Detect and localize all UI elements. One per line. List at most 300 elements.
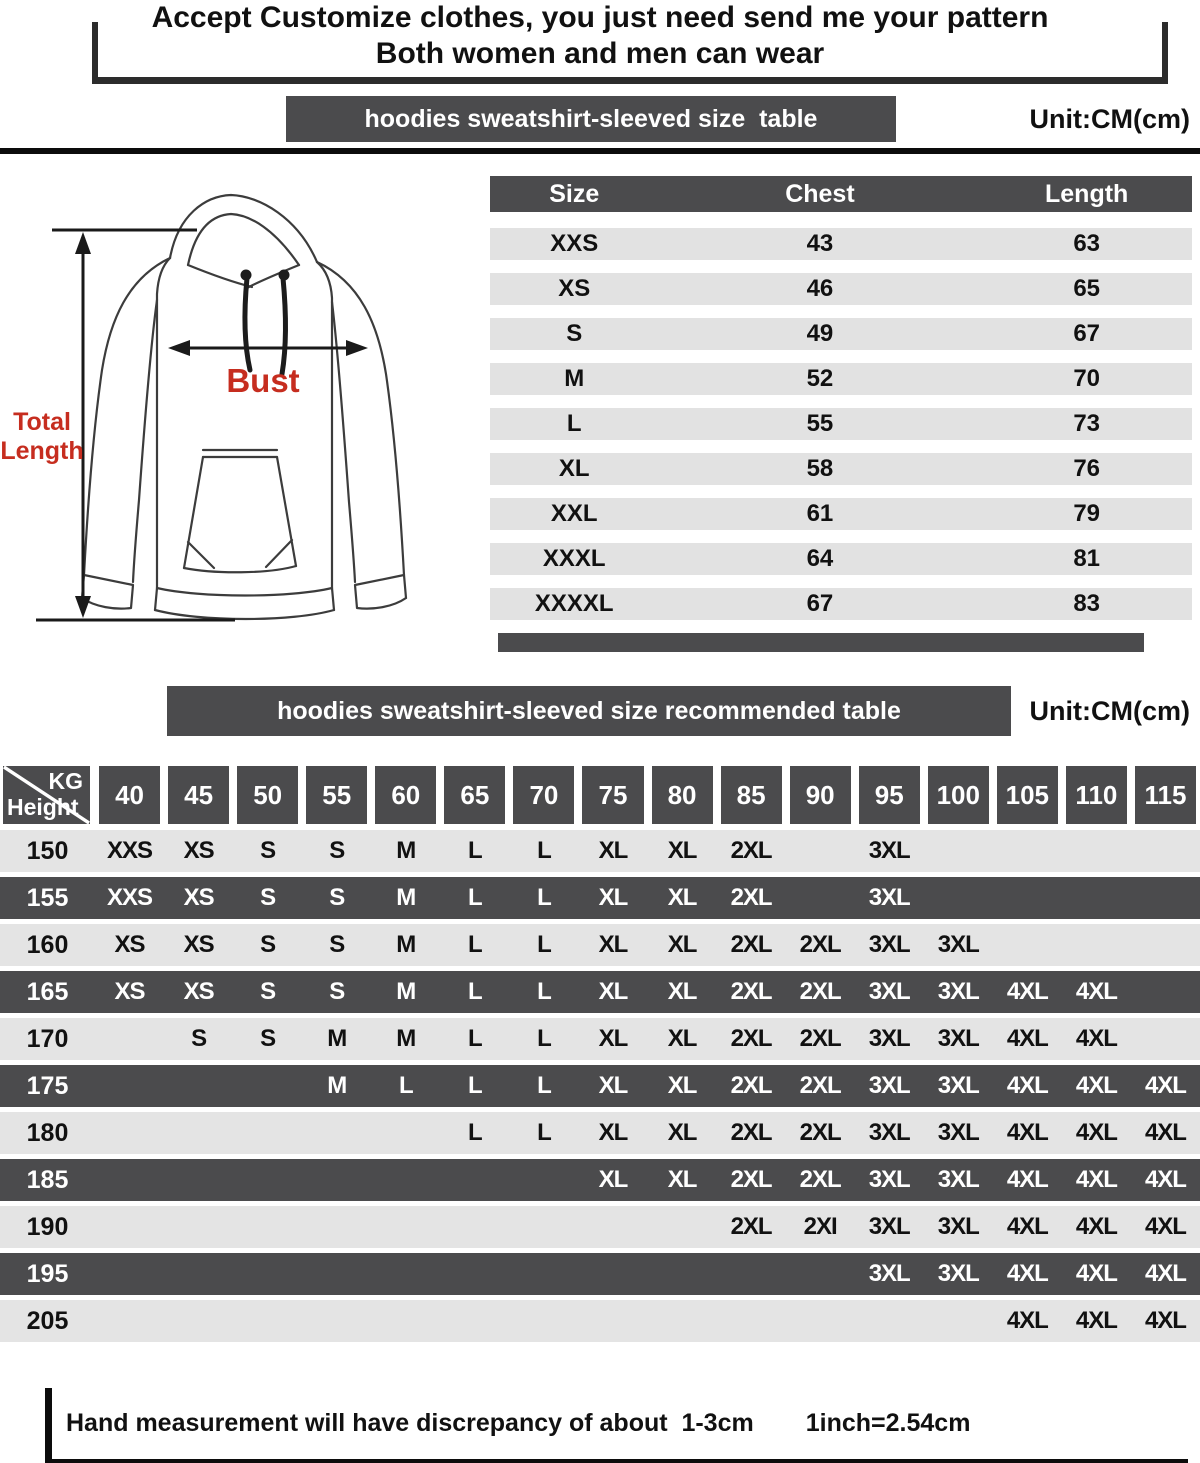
reco-size-cell: 4XL: [1006, 1025, 1048, 1052]
reco-size-cell: 3XL: [868, 1119, 910, 1146]
reco-size-cell: L: [537, 1025, 551, 1052]
reco-size-cell: [924, 1300, 993, 1342]
reco-size-cell: 4XL: [1075, 978, 1117, 1005]
reco-size-cell: [164, 1112, 233, 1154]
reco-size-cell: [786, 877, 855, 919]
height-cell: 185: [26, 1166, 69, 1194]
reco-size-cell: [578, 1300, 647, 1342]
top-header: [0, 0, 1200, 96]
height-cell: 175: [26, 1072, 69, 1100]
size-table-cell: 49: [806, 320, 834, 347]
reco-size-cell: 3XL: [868, 884, 910, 911]
reco-size-cell: XS: [114, 978, 145, 1005]
reco-size-cell: L: [468, 1119, 482, 1146]
reco-table-row: [0, 924, 1200, 966]
reco-size-cell: 2XL: [799, 1119, 841, 1146]
reco-table-row: [0, 971, 1200, 1013]
size-table-cell: 83: [1073, 590, 1101, 617]
reco-size-cell: L: [468, 837, 482, 864]
reco-size-cell: L: [537, 931, 551, 958]
reco-size-cell: [302, 1206, 371, 1248]
weight-header-cell: 55: [306, 766, 367, 824]
size-column-header: Length: [1045, 180, 1129, 208]
reco-size-cell: 3XL: [937, 931, 979, 958]
weight-header-cell: 50: [237, 766, 298, 824]
reco-size-cell: 2XL: [730, 1072, 772, 1099]
size-table: [490, 176, 1192, 662]
size-table-unit-label: Unit:CM(cm): [1029, 103, 1190, 134]
reco-size-cell: [440, 1253, 509, 1295]
height-cell: 195: [26, 1260, 69, 1288]
size-table-row: [490, 543, 1192, 575]
reco-size-cell: 3XL: [868, 978, 910, 1005]
reco-size-cell: [233, 1112, 302, 1154]
reco-size-cell: [717, 1253, 786, 1295]
height-cell: 165: [26, 978, 69, 1006]
size-table-cell: XXL: [550, 500, 598, 527]
reco-size-cell: M: [396, 837, 416, 864]
arrowhead-left: [168, 340, 190, 356]
reco-size-cell: 4XL: [1006, 1213, 1048, 1240]
reco-size-cell: S: [329, 884, 345, 911]
size-table-cell: XXXL: [542, 545, 606, 572]
size-table-cell: 65: [1073, 275, 1101, 302]
reco-table-row: [0, 1112, 1200, 1154]
reco-size-cell: L: [468, 978, 482, 1005]
size-table-banner-row: [0, 96, 1200, 142]
reco-size-cell: [786, 830, 855, 872]
size-table-row: [490, 363, 1192, 395]
hoodie-line-drawing: [0, 170, 490, 662]
reco-size-cell: L: [537, 978, 551, 1005]
reco-size-cell: [164, 1253, 233, 1295]
reco-size-cell: [302, 1112, 371, 1154]
reco-size-cell: [786, 1253, 855, 1295]
size-table-row: [490, 588, 1192, 620]
size-table-cell: L: [566, 410, 582, 437]
reco-size-cell: [302, 1159, 371, 1201]
reco-header: [0, 766, 1200, 824]
reco-size-cell: [1062, 924, 1131, 966]
reco-size-cell: 4XL: [1075, 1025, 1117, 1052]
reco-table-row: [0, 1206, 1200, 1248]
height-label: Height: [7, 794, 79, 820]
reco-size-cell: [440, 1300, 509, 1342]
size-table-cell: 76: [1073, 455, 1101, 482]
reco-size-cell: 4XL: [1006, 1166, 1048, 1193]
weight-header-cell: 100: [928, 766, 989, 824]
grommet-right: [279, 270, 290, 281]
reco-size-cell: 4XL: [1006, 978, 1048, 1005]
recommended-unit-label: Unit:CM(cm): [1029, 695, 1190, 726]
pocket-bottom: [184, 566, 296, 572]
reco-size-cell: 4XL: [1075, 1119, 1117, 1146]
height-cell: 150: [26, 837, 69, 865]
grommet-left: [241, 270, 252, 281]
weight-header-cell: 45: [168, 766, 229, 824]
reco-size-cell: 3XL: [868, 1260, 910, 1287]
size-table-cell: 43: [806, 230, 834, 257]
reco-size-cell: [95, 1253, 164, 1295]
reco-size-cell: 2XL: [730, 1025, 772, 1052]
weight-header-cell: 40: [99, 766, 160, 824]
size-table-cell: 67: [1073, 320, 1101, 347]
weight-header-cell: 105: [997, 766, 1058, 824]
reco-size-cell: 2XL: [730, 931, 772, 958]
reco-size-cell: XS: [183, 978, 214, 1005]
size-table-cell: XXXXL: [534, 590, 614, 617]
pocket-top: [203, 450, 277, 457]
reco-size-cell: M: [327, 1072, 347, 1099]
arrowhead-right: [346, 340, 368, 356]
inch-conversion-note: 1inch=2.54cm: [805, 1409, 971, 1437]
reco-size-cell: S: [260, 884, 276, 911]
reco-size-cell: [993, 877, 1062, 919]
reco-size-cell: [578, 1253, 647, 1295]
reco-size-cell: [440, 1159, 509, 1201]
reco-size-cell: 2XL: [799, 931, 841, 958]
hem-bottom: [155, 610, 334, 619]
reco-size-cell: L: [537, 884, 551, 911]
size-table-cell: 55: [806, 410, 834, 437]
reco-size-cell: [95, 1206, 164, 1248]
reco-size-cell: XL: [598, 1166, 628, 1193]
bust-label: Bust: [226, 362, 300, 399]
reco-size-cell: [1131, 924, 1200, 966]
size-table-cell: 58: [806, 455, 834, 482]
size-table-cell: 79: [1073, 500, 1101, 527]
height-cell: 205: [26, 1307, 69, 1335]
hem-top: [157, 588, 332, 596]
footer-note-box: [45, 1388, 1188, 1463]
reco-size-cell: [95, 1159, 164, 1201]
reco-size-cell: M: [396, 978, 416, 1005]
reco-size-cell: XL: [667, 884, 697, 911]
total-length-label-line2: Length: [0, 437, 84, 465]
reco-size-cell: [509, 1159, 578, 1201]
reco-size-cell: [302, 1300, 371, 1342]
reco-size-cell: [233, 1300, 302, 1342]
reco-size-cell: [233, 1065, 302, 1107]
reco-size-cell: [578, 1206, 647, 1248]
reco-size-cell: XL: [598, 1119, 628, 1146]
reco-size-cell: [95, 1065, 164, 1107]
reco-size-cell: XL: [667, 1025, 697, 1052]
reco-size-cell: S: [260, 837, 276, 864]
reco-size-cell: [233, 1206, 302, 1248]
reco-size-cell: L: [537, 837, 551, 864]
reco-size-cell: M: [327, 1025, 347, 1052]
reco-table-row: [0, 1253, 1200, 1295]
reco-table-row: [0, 877, 1200, 919]
reco-size-cell: XL: [667, 1072, 697, 1099]
reco-size-cell: 4XL: [1006, 1307, 1048, 1334]
reco-size-cell: 3XL: [937, 1260, 979, 1287]
reco-size-cell: XL: [667, 978, 697, 1005]
reco-size-cell: L: [468, 1072, 482, 1099]
reco-size-cell: [786, 1300, 855, 1342]
customize-note-line2: Both women and men can wear: [375, 37, 825, 70]
pocket-openings: [188, 540, 292, 568]
reco-size-cell: [371, 1206, 440, 1248]
weight-header-cell: 115: [1135, 766, 1196, 824]
reco-size-cell: [440, 1206, 509, 1248]
recommended-table-banner: hoodies sweatshirt-sleeved size recommended table: [167, 686, 1011, 736]
reco-size-cell: 3XL: [868, 931, 910, 958]
reco-size-cell: [164, 1065, 233, 1107]
reco-size-cell: [233, 1159, 302, 1201]
reco-size-cell: [1131, 971, 1200, 1013]
reco-size-cell: L: [468, 1025, 482, 1052]
recommended-banner-row: [0, 686, 1200, 736]
reco-size-cell: M: [396, 884, 416, 911]
height-cell: 190: [26, 1213, 69, 1241]
reco-size-cell: 4XL: [1144, 1119, 1186, 1146]
reco-size-cell: [371, 1300, 440, 1342]
reco-size-cell: 3XL: [937, 1072, 979, 1099]
reco-size-cell: S: [191, 1025, 207, 1052]
reco-table-row: [0, 1300, 1200, 1342]
reco-size-cell: [164, 1159, 233, 1201]
height-cell: 180: [26, 1119, 69, 1147]
size-table-row: [490, 453, 1192, 485]
reco-size-cell: [509, 1300, 578, 1342]
kg-height-corner-cell: [3, 766, 90, 824]
reco-size-cell: [1131, 1018, 1200, 1060]
reco-size-cell: S: [329, 931, 345, 958]
weight-header-cell: 90: [790, 766, 851, 824]
size-table-cell: S: [566, 320, 583, 347]
height-cell: 160: [26, 931, 69, 959]
reco-size-cell: [648, 1300, 717, 1342]
size-table-row: [490, 273, 1192, 305]
reco-size-cell: XXS: [107, 837, 153, 864]
reco-size-cell: 4XL: [1144, 1166, 1186, 1193]
right-cuff: [355, 575, 406, 609]
size-table-cell: 52: [806, 365, 834, 392]
size-table-row: [490, 498, 1192, 530]
size-table-cell: 61: [806, 500, 834, 527]
reco-size-cell: 3XL: [868, 1072, 910, 1099]
reco-size-cell: 4XL: [1006, 1260, 1048, 1287]
size-table-cell: 70: [1073, 365, 1101, 392]
reco-size-cell: 2XL: [799, 978, 841, 1005]
right-sleeve-outer: [317, 262, 404, 575]
reco-size-cell: XXS: [107, 884, 153, 911]
reco-size-cell: XL: [667, 837, 697, 864]
hood-right-flap: [247, 265, 299, 288]
reco-size-cell: 2XL: [799, 1166, 841, 1193]
reco-size-cell: 3XL: [937, 978, 979, 1005]
drawstring-left: [245, 278, 250, 370]
size-table-cell: 64: [806, 545, 834, 572]
reco-size-cell: XS: [183, 884, 214, 911]
reco-size-cell: XS: [114, 931, 145, 958]
reco-size-cell: [855, 1300, 924, 1342]
drawstring-right: [282, 278, 286, 374]
weight-header-cell: 80: [652, 766, 713, 824]
height-cell: 170: [26, 1025, 69, 1053]
reco-table-body: [0, 830, 1200, 1342]
reco-size-cell: [1131, 877, 1200, 919]
hoodie-measurement-diagram: [0, 170, 490, 662]
reco-size-cell: L: [468, 931, 482, 958]
reco-size-cell: 3XL: [868, 1166, 910, 1193]
reco-size-cell: 2XI: [803, 1213, 837, 1240]
reco-size-cell: [233, 1253, 302, 1295]
reco-size-cell: [924, 830, 993, 872]
reco-size-cell: [95, 1018, 164, 1060]
recommended-size-table: [0, 766, 1200, 1342]
reco-size-cell: [164, 1300, 233, 1342]
reco-size-cell: 4XL: [1075, 1307, 1117, 1334]
reco-size-cell: 4XL: [1006, 1072, 1048, 1099]
size-table-cell: 73: [1073, 410, 1101, 437]
customize-note-line1: Accept Customize clothes, you just need send me your pattern: [151, 1, 1049, 34]
reco-size-cell: [509, 1206, 578, 1248]
reco-size-cell: 3XL: [868, 837, 910, 864]
reco-size-cell: 3XL: [937, 1119, 979, 1146]
reco-size-cell: 4XL: [1006, 1119, 1048, 1146]
reco-size-cell: L: [537, 1072, 551, 1099]
reco-size-cell: 4XL: [1075, 1260, 1117, 1287]
reco-size-cell: [302, 1253, 371, 1295]
reco-table-row: [0, 830, 1200, 872]
pocket-sides: [184, 457, 296, 568]
reco-size-cell: [648, 1206, 717, 1248]
body-left-edge: [157, 258, 170, 588]
reco-size-cell: 2XL: [730, 884, 772, 911]
reco-size-cell: 2XL: [730, 1213, 772, 1240]
size-column-header: Chest: [785, 180, 855, 208]
weight-header-cell: 60: [375, 766, 436, 824]
reco-size-cell: 3XL: [937, 1166, 979, 1193]
reco-size-cell: [717, 1300, 786, 1342]
reco-size-cell: M: [396, 1025, 416, 1052]
reco-size-cell: M: [396, 931, 416, 958]
reco-size-cell: XL: [598, 978, 628, 1005]
size-table-cell: 63: [1073, 230, 1101, 257]
reco-size-cell: 4XL: [1075, 1166, 1117, 1193]
kg-label: KG: [48, 768, 83, 794]
reco-size-cell: S: [260, 1025, 276, 1052]
reco-size-cell: [509, 1253, 578, 1295]
reco-size-cell: XS: [183, 931, 214, 958]
reco-size-cell: 4XL: [1144, 1072, 1186, 1099]
reco-size-cell: 3XL: [937, 1213, 979, 1240]
size-table-cell: XS: [558, 275, 591, 302]
size-column-header: Size: [549, 180, 600, 208]
size-table-footer-bar: [498, 633, 1144, 652]
left-cuff: [82, 575, 133, 609]
reco-size-cell: 4XL: [1075, 1072, 1117, 1099]
size-table-cell: 67: [806, 590, 834, 617]
reco-size-cell: 3XL: [937, 1025, 979, 1052]
body-right-edge: [317, 262, 332, 588]
reco-size-cell: XL: [667, 1119, 697, 1146]
reco-size-cell: L: [537, 1119, 551, 1146]
weight-header-cell: 70: [513, 766, 574, 824]
reco-size-cell: 4XL: [1144, 1213, 1186, 1240]
reco-size-cell: 4XL: [1144, 1260, 1186, 1287]
reco-size-cell: XS: [183, 837, 214, 864]
weight-header-cell: 65: [444, 766, 505, 824]
reco-size-cell: [164, 1206, 233, 1248]
section-divider: [0, 148, 1200, 154]
reco-size-cell: XL: [598, 931, 628, 958]
reco-size-cell: [1062, 830, 1131, 872]
reco-size-cell: L: [398, 1072, 413, 1099]
hood-opening: [188, 214, 299, 265]
weight-header-cell: 110: [1066, 766, 1127, 824]
reco-size-cell: S: [260, 978, 276, 1005]
measurement-discrepancy-note: Hand measurement will have discrepancy of about 1-3cm: [66, 1409, 754, 1437]
reco-size-cell: [95, 1300, 164, 1342]
size-table-cell: XL: [558, 455, 590, 482]
size-table-body: [490, 228, 1192, 620]
size-table-banner: hoodies sweatshirt-sleeved size table: [286, 96, 896, 142]
reco-size-cell: XL: [598, 1072, 628, 1099]
reco-size-cell: 2XL: [730, 837, 772, 864]
size-table-cell: M: [564, 365, 585, 392]
reco-size-cell: 3XL: [868, 1213, 910, 1240]
reco-table-row: [0, 1065, 1200, 1107]
reco-table-row: [0, 1018, 1200, 1060]
reco-size-cell: [95, 1112, 164, 1154]
reco-size-cell: [1062, 877, 1131, 919]
size-table-header: [490, 176, 1192, 212]
reco-size-cell: [993, 924, 1062, 966]
reco-size-cell: XL: [667, 1166, 697, 1193]
reco-size-cell: XL: [598, 884, 628, 911]
reco-size-cell: S: [329, 978, 345, 1005]
reco-size-cell: 2XL: [799, 1025, 841, 1052]
reco-size-cell: XL: [667, 931, 697, 958]
measurement-section: [0, 170, 1200, 662]
weight-header-cell: 75: [582, 766, 643, 824]
reco-size-cell: 4XL: [1075, 1213, 1117, 1240]
reco-size-cell: [648, 1253, 717, 1295]
reco-size-cell: XL: [598, 1025, 628, 1052]
total-length-label-line1: Total: [13, 408, 71, 436]
reco-size-cell: [371, 1112, 440, 1154]
size-table-cell: XXS: [550, 230, 599, 257]
reco-size-cell: 2XL: [799, 1072, 841, 1099]
arrowhead-top: [75, 232, 91, 254]
left-sleeve-inner: [133, 300, 157, 582]
reco-size-cell: 2XL: [730, 1119, 772, 1146]
size-table-cell: 81: [1073, 545, 1101, 572]
size-table-row: [490, 228, 1192, 260]
size-table-cell: 46: [806, 275, 834, 302]
reco-size-cell: 4XL: [1144, 1307, 1186, 1334]
reco-size-cell: S: [329, 837, 345, 864]
reco-size-cell: L: [468, 884, 482, 911]
reco-size-cell: [993, 830, 1062, 872]
reco-size-cell: 2XL: [730, 978, 772, 1005]
reco-size-cell: 2XL: [730, 1166, 772, 1193]
reco-size-cell: [1131, 830, 1200, 872]
reco-size-cell: 3XL: [868, 1025, 910, 1052]
weight-header-cell: 95: [859, 766, 920, 824]
arrowhead-bottom: [75, 596, 91, 618]
reco-size-cell: [924, 877, 993, 919]
reco-size-cell: XL: [598, 837, 628, 864]
weight-header-cell: 85: [721, 766, 782, 824]
reco-table-row: [0, 1159, 1200, 1201]
size-table-row: [490, 408, 1192, 440]
reco-size-cell: [371, 1159, 440, 1201]
